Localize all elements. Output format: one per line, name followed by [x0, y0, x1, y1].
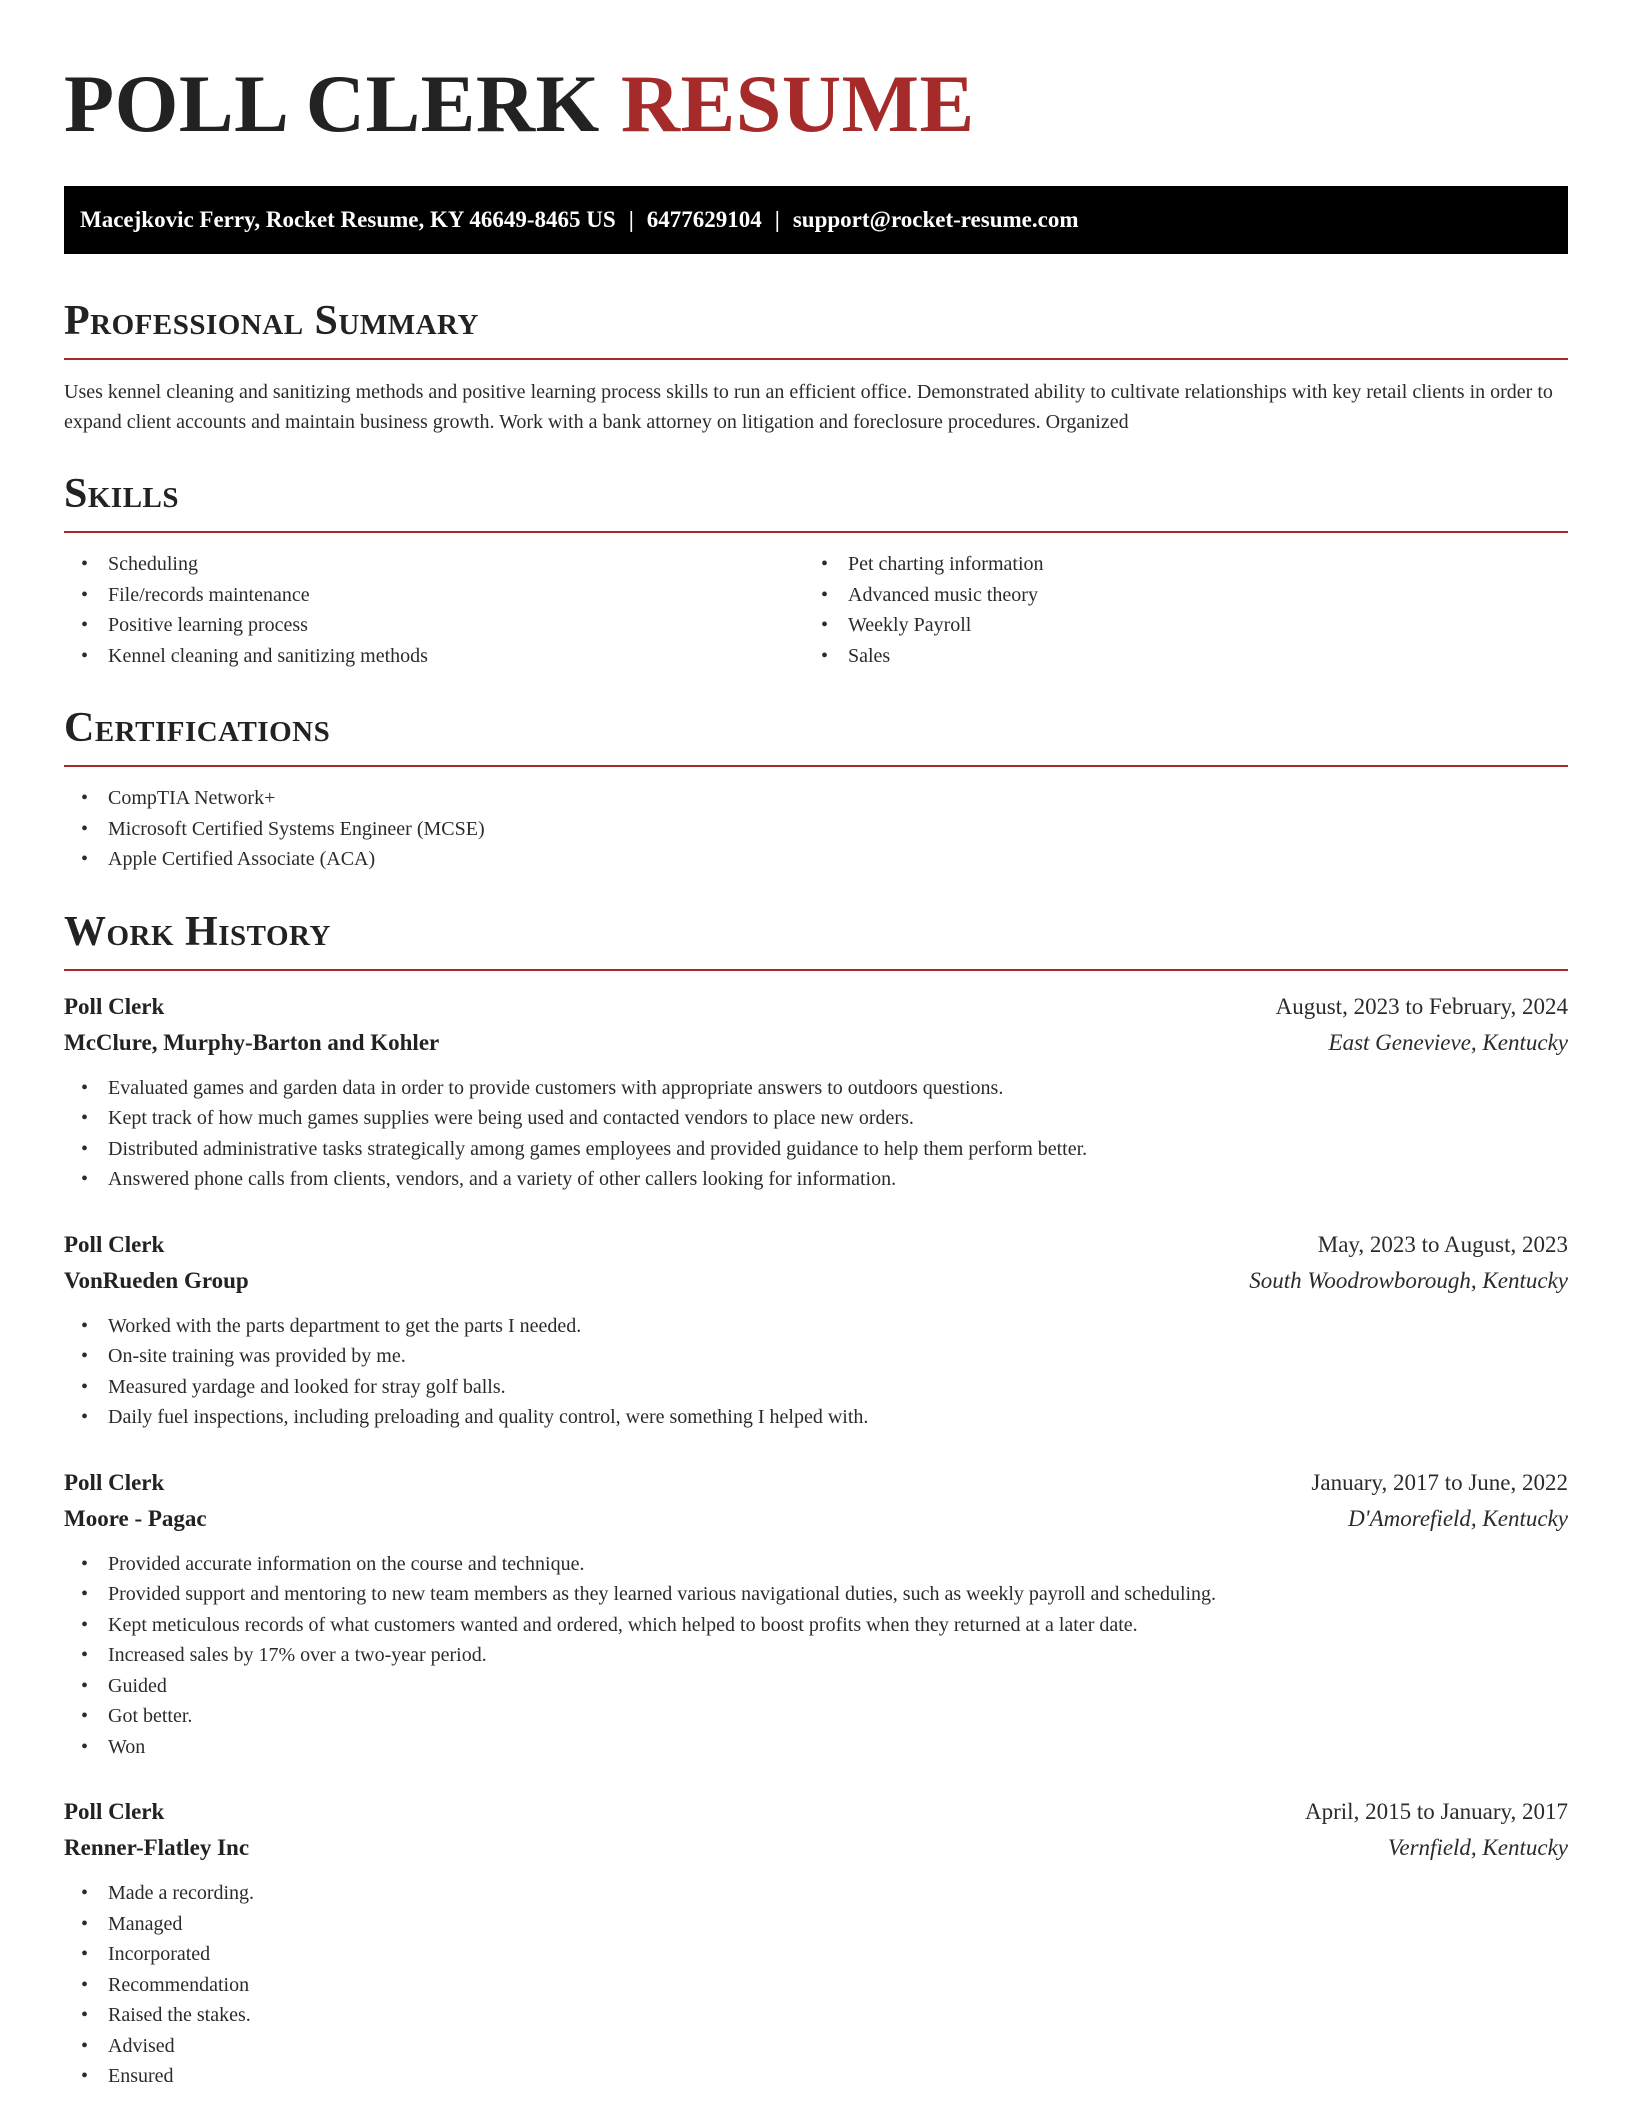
job-duty: • Provided accurate information on the course and technique. — [64, 1549, 1568, 1580]
job-entry — [64, 989, 1568, 1195]
job-dates: May, 2023 to August, 2023 — [1317, 1231, 1568, 1257]
job-duty: • Daily fuel inspections, including preloading and quality control, were something I helped with. — [64, 1402, 1568, 1433]
contact-bar — [64, 186, 1568, 254]
skills-list-right — [804, 549, 1544, 671]
section-divider — [64, 531, 1568, 533]
section-divider — [64, 765, 1568, 767]
job-duty: • Kept meticulous records of what customers wanted and ordered, which helped to boost profits when they returned at a later date. — [64, 1610, 1568, 1641]
work-history-section — [64, 907, 1568, 2092]
skills-columns — [64, 549, 1568, 671]
section-heading: Work History — [64, 908, 331, 955]
certifications-section — [64, 703, 1568, 875]
skill-item: • Positive learning process — [64, 610, 804, 641]
job-company: Moore - Pagac — [64, 1505, 207, 1531]
job-duty: • Evaluated games and garden data in order to provide customers with appropriate answers to outdoors questions. — [64, 1073, 1568, 1104]
job-duty: • Worked with the parts department to get the parts I needed. — [64, 1311, 1568, 1342]
job-duty: • Made a recording. — [64, 1878, 1568, 1909]
job-entry — [64, 1794, 1568, 2092]
resume-title — [64, 48, 1568, 160]
contact-address: Macejkovic Ferry, Rocket Resume, KY 46649-8465 US — [80, 207, 616, 232]
skills-list-left — [64, 549, 804, 671]
job-dates: January, 2017 to June, 2022 — [1311, 1469, 1568, 1495]
job-company-row — [64, 1263, 1568, 1299]
job-duty: • Got better. — [64, 1701, 1568, 1732]
section-heading: Certifications — [64, 705, 331, 751]
job-header-row — [64, 1227, 1568, 1263]
job-title: Poll Clerk — [64, 993, 165, 1019]
job-duties-list — [64, 1073, 1568, 1195]
job-duty: • Distributed administrative tasks strategically among games employees and provided guidance to help them perform better. — [64, 1134, 1568, 1165]
job-duty: • Won — [64, 1732, 1568, 1763]
job-location: Vernfield, Kentucky — [1387, 1835, 1568, 1860]
job-entry — [64, 1465, 1568, 1763]
skill-item: • Kennel cleaning and sanitizing methods — [64, 641, 804, 672]
job-duty: • Measured yardage and looked for stray golf balls. — [64, 1372, 1568, 1403]
job-company: Renner-Flatley Inc — [64, 1835, 250, 1860]
job-duty: • Increased sales by 17% over a two-year period. — [64, 1640, 1568, 1671]
contact-separator: | — [628, 207, 634, 232]
job-company: McClure, Murphy-Barton and Kohler — [64, 1029, 440, 1055]
section-divider — [64, 969, 1568, 971]
job-header-row — [64, 1465, 1568, 1501]
job-duty: • Managed — [64, 1909, 1568, 1940]
job-duties-list — [64, 1549, 1568, 1763]
skill-item: • Scheduling — [64, 549, 804, 580]
skills-section — [64, 469, 1568, 671]
skill-item: • Weekly Payroll — [804, 610, 1544, 641]
skill-item: • Sales — [804, 641, 1544, 672]
job-dates: April, 2015 to January, 2017 — [1305, 1799, 1568, 1824]
certifications-list — [64, 783, 1568, 875]
job-duty: • Guided — [64, 1671, 1568, 1702]
job-company: VonRueden Group — [64, 1267, 249, 1293]
job-duty: • Advised — [64, 2031, 1568, 2062]
title-role: POLL CLERK — [64, 58, 600, 149]
contact-separator: | — [774, 207, 780, 232]
section-heading: Skills — [64, 471, 180, 517]
job-duties-list — [64, 1878, 1568, 2092]
job-title: Poll Clerk — [64, 1231, 165, 1257]
certification-item: • Microsoft Certified Systems Engineer (MCSE) — [64, 814, 1568, 845]
professional-summary-section — [64, 296, 1568, 437]
skill-item: • Pet charting information — [804, 549, 1544, 580]
job-duty: • Incorporated — [64, 1939, 1568, 1970]
section-divider — [64, 358, 1568, 360]
job-entry — [64, 1227, 1568, 1433]
job-location: South Woodrowborough, Kentucky — [1249, 1267, 1568, 1293]
job-title: Poll Clerk — [64, 1799, 165, 1824]
skill-item: • File/records maintenance — [64, 580, 804, 611]
job-header-row — [64, 989, 1568, 1025]
job-duty: • Recommendation — [64, 1970, 1568, 2001]
contact-phone[interactable]: 6477629104 — [646, 207, 762, 232]
title-resume-word: RESUME — [620, 58, 975, 149]
job-duty: • Ensured — [64, 2061, 1568, 2092]
job-title: Poll Clerk — [64, 1469, 165, 1495]
job-company-row — [64, 1501, 1568, 1537]
job-duty: • On-site training was provided by me. — [64, 1341, 1568, 1372]
skill-item: • Advanced music theory — [804, 580, 1544, 611]
certification-item: • CompTIA Network+ — [64, 783, 1568, 814]
job-location: D'Amorefield, Kentucky — [1348, 1505, 1568, 1531]
job-dates: August, 2023 to February, 2024 — [1275, 993, 1568, 1019]
job-company-row — [64, 1025, 1568, 1061]
job-duty: • Kept track of how much games supplies were being used and contacted vendors to place new orders. — [64, 1103, 1568, 1134]
certification-item: • Apple Certified Associate (ACA) — [64, 844, 1568, 875]
job-company-row — [64, 1830, 1568, 1866]
section-heading: Professional Summary — [64, 298, 479, 344]
job-location: East Genevieve, Kentucky — [1328, 1029, 1568, 1055]
summary-text: Uses kennel cleaning and sanitizing methods and positive learning process skills to run an efficient office. Demonstrated ability to cultivate relationships with key retail clients in order to expand client accounts and maintain business growth. Work with a bank attorney on litigation and foreclosure procedures. Organized — [64, 381, 1553, 433]
contact-email[interactable]: support@rocket-resume.com — [792, 207, 1079, 232]
job-header-row — [64, 1794, 1568, 1830]
job-duties-list — [64, 1311, 1568, 1433]
job-duty: • Raised the stakes. — [64, 2000, 1568, 2031]
job-duty: • Answered phone calls from clients, vendors, and a variety of other callers looking for information. — [64, 1164, 1568, 1195]
job-duty: • Provided support and mentoring to new team members as they learned various navigational duties, such as weekly payroll and scheduling. — [64, 1579, 1568, 1610]
